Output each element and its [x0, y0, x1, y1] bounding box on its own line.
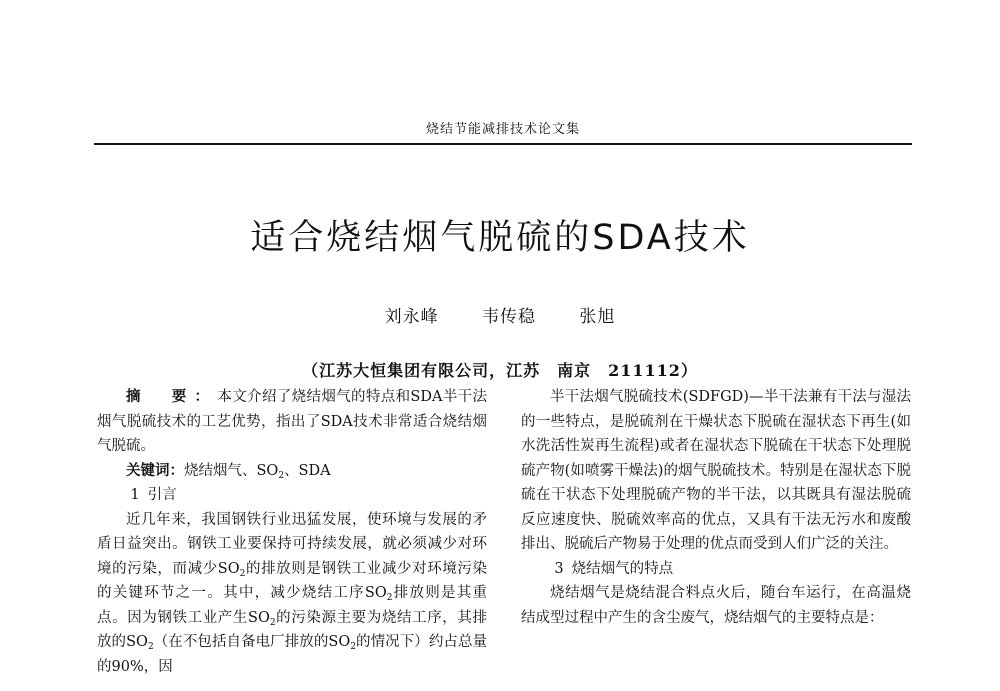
- running-head: 烧结节能减排技术论文集: [425, 122, 580, 137]
- author-3: 张旭: [579, 307, 616, 327]
- abstract-text: 本文介绍了烧结烟气的特点和SDA半干法烟气脱硫技术的工艺优势，指出了SDA技术非常适合烧结烟气脱硫。: [97, 389, 488, 454]
- section-3-title: 烧结烟气的特点: [571, 560, 674, 577]
- so2-subscript: 2: [269, 617, 276, 628]
- sinter-gas-paragraph: 烧结烟气是烧结混合料点火后，随台车运行，在高温烧结成型过程中产生的含尘废气，烧结烟气的主要特点是：: [521, 585, 911, 626]
- intro-text-b: 的排放则是钢铁工业减少对环境污染的关键环节之一。其中，减少烧结工序SO: [97, 560, 487, 601]
- section-heading-1: [97, 483, 487, 508]
- section-heading-3: [521, 557, 911, 582]
- intro-paragraph: [97, 508, 487, 680]
- author-2: 韦传稳: [482, 307, 536, 327]
- section-1-number: 1: [130, 487, 140, 503]
- so2-subscript: 2: [239, 568, 246, 579]
- so2-subscript: 2: [350, 642, 356, 652]
- intro-text-f: 的情况下）约占总量的90%，因: [97, 634, 487, 675]
- keywords-part-b: 、SDA: [284, 462, 331, 479]
- keywords: [97, 459, 487, 484]
- keywords-subscript: 2: [278, 470, 285, 481]
- keywords-label: 关键词：: [126, 461, 184, 479]
- paper-title: 适合烧结烟气脱硫的SDA技术: [250, 218, 750, 258]
- section-1-title: 引言: [147, 487, 177, 503]
- affiliation: （江苏大恒集团有限公司，江苏 南京 211112）: [302, 361, 698, 380]
- semi-dry-paragraph: 半干法烟气脱硫技术(SDFGD)—半干法兼有干法与湿法的一些特点，是脱硫剂在干燥状态下脱硫在湿状态下再生(如水洗活性炭再生流程)或者在湿状态下脱硫在干状态下处理脱硫产物(如喷雾干燥法)的烟气脱硫技术。特别是在湿状态下脱硫在干状态下处理脱硫产物的半干法，以其既具有湿法脱硫反应速度快、脱硫效率高的优点，又具有干法无污水和废酸排出、脱硫后产物易于处理的优点而受到人们广泛的关注。: [521, 389, 911, 552]
- right-column: [521, 385, 911, 630]
- intro-text-d: 的污染源主要为烧结工序，其排放的SO: [97, 609, 487, 650]
- author-1: 刘永峰: [384, 307, 439, 327]
- intro-text-a: 近几年来，我国钢铁行业迅猛发展，使环境与发展的矛盾日益突出。钢铁工业要保持可持续发展，就必须减少对环境的污染，而减少SO: [97, 511, 487, 577]
- keywords-part-a: 烧结烟气、SO: [184, 462, 279, 479]
- so2-subscript: 2: [147, 642, 154, 652]
- author-list: [0, 302, 1000, 327]
- so2-subscript: 2: [386, 593, 393, 603]
- intro-text-c: 排放则是其重点。因为钢铁工业产生SO: [97, 585, 488, 626]
- abstract: [97, 385, 487, 459]
- abstract-label: 摘 要：: [126, 388, 218, 405]
- section-3-number: 3: [554, 560, 564, 577]
- left-column: [97, 385, 487, 679]
- intro-text-e: （在不包括自备电厂排放的SO: [153, 634, 351, 650]
- header-rule: [94, 143, 912, 145]
